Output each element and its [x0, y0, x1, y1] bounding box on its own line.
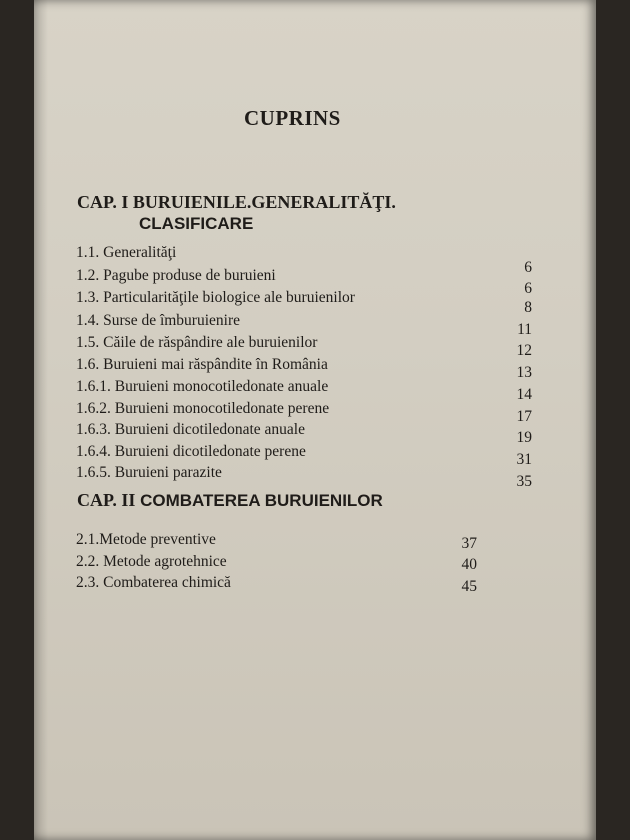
toc-page-number: 35	[516, 473, 532, 490]
toc-entry: 1.6.3. Buruieni dicotiledonate anuale	[76, 421, 305, 438]
toc-entry: 1.6.2. Buruieni monocotiledonate perene	[76, 400, 330, 417]
page-title: CUPRINS	[244, 106, 341, 130]
book-page	[34, 0, 596, 840]
toc-page-number: 13	[516, 364, 532, 381]
toc-page-number: 19	[516, 429, 532, 446]
toc-entry: 2.1.Metode preventive	[76, 531, 216, 548]
chapter-1-heading	[77, 191, 396, 235]
toc-entry: 1.6.1. Buruieni monocotiledonate anuale	[76, 378, 329, 395]
toc-entry: 2.2. Metode agrotehnice	[76, 553, 227, 570]
toc-page-number: 6	[524, 259, 532, 276]
chapter-2-prefix: CAP. II	[77, 490, 136, 510]
toc-entry: 1.1. Generalităţi	[76, 244, 177, 261]
toc-page-number: 37	[461, 535, 477, 552]
toc-page-number: 17	[516, 408, 532, 425]
toc-entry: 1.6. Buruieni mai răspândite în România	[76, 356, 328, 373]
toc-entry: 1.6.4. Buruieni dicotiledonate perene	[76, 443, 306, 460]
toc-page-number: 12	[516, 342, 532, 359]
toc-page-number: 40	[461, 556, 477, 573]
toc-entry: 2.3. Combaterea chimică	[76, 574, 231, 591]
chapter-1-title-line2: CLASIFICARE	[139, 214, 254, 233]
toc-page-number: 6	[524, 280, 532, 297]
toc-entry: 1.3. Particularităţile biologice ale buruienilor	[76, 289, 355, 306]
toc-page-number: 11	[517, 321, 532, 338]
toc-entry: 1.6.5. Buruieni parazite	[76, 464, 222, 481]
toc-page-number: 8	[524, 299, 532, 316]
toc-entry: 1.5. Căile de răspândire ale buruienilor	[76, 334, 318, 351]
toc-page-number: 14	[516, 386, 532, 403]
toc-entry: 1.4. Surse de îmburuienire	[76, 312, 241, 329]
chapter-2-heading	[77, 489, 383, 512]
toc-page-number: 31	[516, 451, 532, 468]
chapter-1-title-line1: CAP. I BURUIENILE.GENERALITĂŢI.	[77, 192, 396, 212]
chapter-2-title: COMBATEREA BURUIENILOR	[140, 491, 383, 510]
toc-page-number: 45	[461, 578, 477, 595]
toc-entry: 1.2. Pagube produse de buruieni	[76, 267, 276, 284]
